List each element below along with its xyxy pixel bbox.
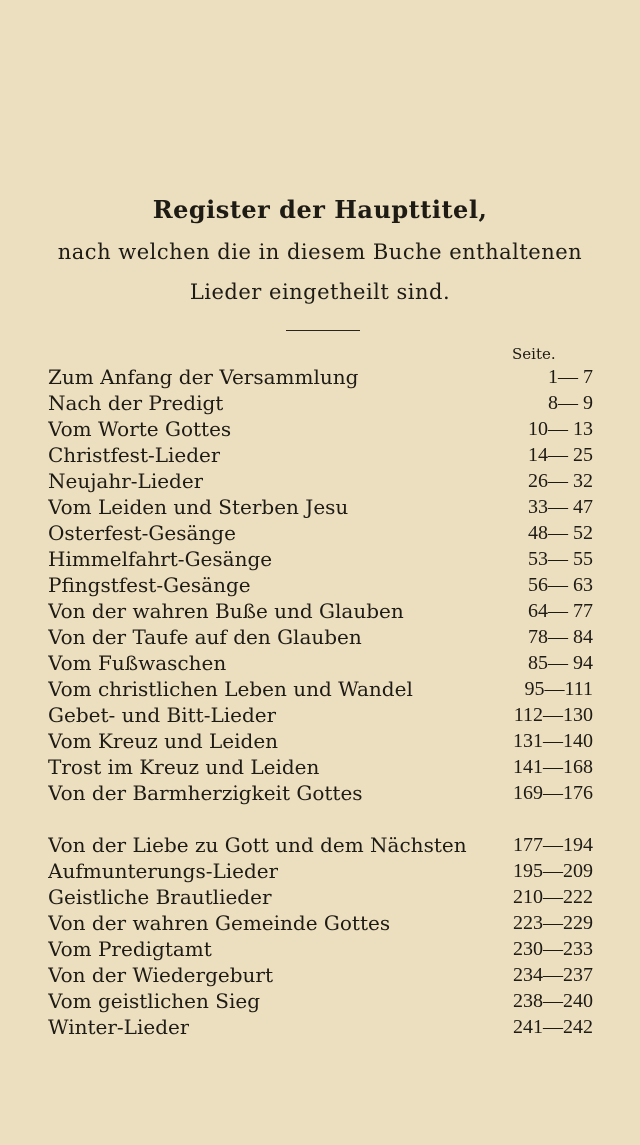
toc-entry <box>48 442 593 468</box>
toc-entry <box>48 546 593 572</box>
toc-entry-title: Trost im Kreuz und Leiden <box>48 755 320 779</box>
toc-entry-title: Von der Wiedergeburt <box>48 963 273 987</box>
toc-entry-title: Von der Barmherzigkeit Gottes <box>48 781 363 805</box>
toc-entry-pages: 131—140 <box>513 730 593 752</box>
toc-entry-pages: 53— 55 <box>528 548 593 570</box>
toc-entry <box>48 364 593 390</box>
toc-entry-title: Himmelfahrt-Gesänge <box>48 547 273 571</box>
toc-entry-title: Vom geistlichen Sieg <box>48 989 260 1013</box>
toc-entry-title: Vom Worte Gottes <box>48 417 232 441</box>
toc-entry-title: Neujahr-Lieder <box>48 469 204 493</box>
toc-entry-title: Pfingstfest-Gesänge <box>48 573 251 597</box>
toc-entry-title: Von der Taufe auf den Glauben <box>48 625 362 649</box>
toc-entry <box>48 962 593 988</box>
toc-entry-title: Von der Liebe zu Gott und dem Nächsten <box>48 833 467 857</box>
toc-entry-pages: 177—194 <box>513 834 593 856</box>
toc-entry-pages: 241—242 <box>513 1016 593 1038</box>
toc-entry <box>48 728 593 754</box>
toc-entry <box>48 754 593 780</box>
toc-entry-pages: 64— 77 <box>528 600 593 622</box>
toc-entry <box>48 702 593 728</box>
toc-entry-title: Von der wahren Buße und Glauben <box>48 599 404 623</box>
toc-entry-title: Winter-Lieder <box>48 1015 190 1039</box>
toc-entry <box>48 390 593 416</box>
toc-entry <box>48 780 593 806</box>
toc-entry <box>48 858 593 884</box>
toc-entry <box>48 676 593 702</box>
toc-entry <box>48 650 593 676</box>
toc-entry <box>48 598 593 624</box>
register-title: Register der Haupttitel, <box>152 195 488 224</box>
toc-entry-title: Vom Leiden und Sterben Jesu <box>48 495 349 519</box>
toc-entry <box>48 1014 593 1040</box>
toc-entry-pages: 112—130 <box>513 704 593 726</box>
toc-entry-title: Vom Fußwaschen <box>48 651 227 675</box>
toc-entry-title: Vom Predigtamt <box>48 937 212 961</box>
toc-entry-title: Osterfest-Gesänge <box>48 521 236 545</box>
toc-entry-title: Christfest-Lieder <box>48 443 221 467</box>
toc-entry-pages: 26— 32 <box>528 470 593 492</box>
toc-entry <box>48 624 593 650</box>
register-subtitle-line2: Lieder eingetheilt sind. <box>189 280 451 304</box>
toc-entry-pages: 238—240 <box>513 990 593 1012</box>
toc-entry-pages: 8— 9 <box>548 392 593 414</box>
toc-entry <box>48 572 593 598</box>
toc-entry <box>48 468 593 494</box>
toc-entry-pages: 56— 63 <box>528 574 593 596</box>
toc-entry <box>48 910 593 936</box>
toc-entry-pages: 78— 84 <box>528 626 593 648</box>
toc-entry-pages: 230—233 <box>513 938 593 960</box>
toc-entry-pages: 141—168 <box>513 756 593 778</box>
toc-entry-title: Nach der Predigt <box>48 391 224 415</box>
toc-entry-pages: 234—237 <box>513 964 593 986</box>
toc-entry-title: Zum Anfang der Versammlung <box>48 365 359 389</box>
toc-entry <box>48 936 593 962</box>
toc-entry-title: Aufmunterungs-Lieder <box>48 859 279 883</box>
toc-entry-pages: 85— 94 <box>528 652 593 674</box>
toc-entry <box>48 884 593 910</box>
table-of-contents <box>48 364 593 1040</box>
toc-entry-pages: 169—176 <box>513 782 593 804</box>
toc-entry <box>48 988 593 1014</box>
toc-entry <box>48 520 593 546</box>
toc-entry-pages: 10— 13 <box>528 418 593 440</box>
toc-entry-title: Vom christlichen Leben und Wandel <box>48 677 413 701</box>
toc-entry <box>48 494 593 520</box>
toc-entry-pages: 1— 7 <box>548 366 593 388</box>
toc-entry <box>48 416 593 442</box>
toc-entry <box>48 806 593 858</box>
title-divider <box>286 330 360 331</box>
toc-entry-pages: 48— 52 <box>528 522 593 544</box>
toc-entry-pages: 95—111 <box>524 678 593 700</box>
toc-entry-pages: 210—222 <box>513 886 593 908</box>
toc-entry-pages: 14— 25 <box>528 444 593 466</box>
toc-entry-pages: 223—229 <box>513 912 593 934</box>
toc-entry-pages: 33— 47 <box>528 496 593 518</box>
toc-entry-title: Geistliche Brautlieder <box>48 885 272 909</box>
toc-entry-title: Gebet- und Bitt-Lieder <box>48 703 277 727</box>
toc-entry-title: Vom Kreuz und Leiden <box>48 729 279 753</box>
toc-entry-title: Von der wahren Gemeinde Gottes <box>48 911 391 935</box>
toc-entry-pages: 195—209 <box>513 860 593 882</box>
page-column-label: Seite. <box>512 345 556 363</box>
register-subtitle-line1: nach welchen die in diesem Buche enthaltenen <box>57 240 583 264</box>
